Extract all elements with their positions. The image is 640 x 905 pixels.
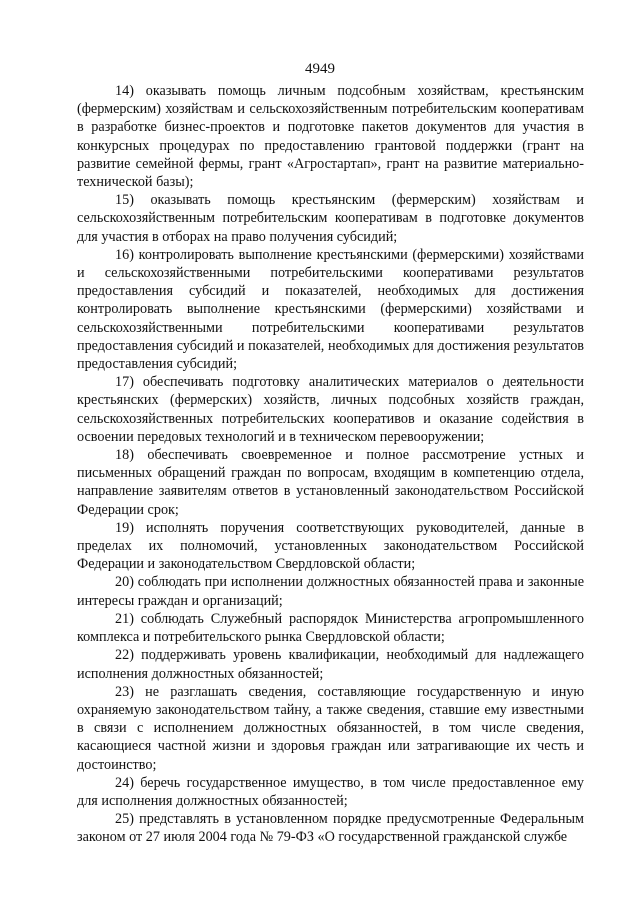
paragraph-21: 21) соблюдать Служебный распорядок Министерства агропромышленного комплекса и потребительского рынка Свердловской области; bbox=[77, 610, 584, 646]
paragraph-23: 23) не разглашать сведения, составляющие государственную и иную охраняемую законодательством тайну, а также сведения, ставшие ему известными в связи с исполнением должностных обязанностей, в том числе сведения, касающиеся частной жизни и здоровья граждан или затрагивающие их честь и достоинство; bbox=[77, 683, 584, 773]
paragraph-15: 15) оказывать помощь крестьянским (фермерским) хозяйствам и сельскохозяйственным потребительским кооперативам в подготовке документов для участия в отборах на право получения субсидий; bbox=[77, 192, 584, 245]
paragraph-24: 24) беречь государственное имущество, в том числе предоставленное ему для исполнения должностных обязанностей; bbox=[77, 774, 584, 809]
paragraph-16: 16) контролировать выполнение крестьянскими (фермерскими) хозяйствами и сельскохозяйственными потребительскими кооперативами результатов предоставления субсидий и показателей, необходимых для достижения контролировать выполнение крестьянскими (фермерскими) хозяйствами и сельскохозяйственными потребительскими кооперативами результатов предоставления субсидий и показателей, необходимых для достижения результатов предоставления субсидий; bbox=[77, 246, 584, 373]
page-number: 4949 bbox=[305, 61, 335, 77]
paragraph-25: 25) представлять в установленном порядке предусмотренные Федеральным законом от 27 июля 2004 года № 79-ФЗ «О государственной гражданской службе bbox=[77, 811, 584, 846]
paragraph-18: 18) обеспечивать своевременное и полное рассмотрение устных и письменных обращений граждан по вопросам, входящим в компетенцию отдела, направление заявителям ответов в установленный законодательством Российской Федерации срок; bbox=[77, 447, 584, 518]
paragraph-19: 19) исполнять поручения соответствующих руководителей, данные в пределах их полномочий, установленных законодательством Российской Федерации и законодательством Свердловской области; bbox=[77, 519, 584, 573]
document-body bbox=[77, 82, 584, 847]
paragraph-17: 17) обеспечивать подготовку аналитических материалов о деятельности крестьянских (фермерских) хозяйств, личных подсобных хозяйств граждан, сельскохозяйственных потребительских кооперативов и оказание содействия в освоении передовых технологий и в техническом перевооружении; bbox=[77, 374, 584, 445]
paragraph-14: 14) оказывать помощь личным подсобным хозяйствам, крестьянским (фермерским) хозяйствам и сельскохозяйственным потребительским кооперативам в разработке бизнес-проектов и подготовке пакетов документов для участия в конкурсных процедурах по предоставлению грантовой поддержки (грант на развитие семейной фермы, грант «Агростартап», грант на развитие материально-технической базы); bbox=[77, 83, 584, 191]
paragraph-22: 22) поддерживать уровень квалификации, необходимый для надлежащего исполнения должностных обязанностей; bbox=[77, 647, 584, 682]
paragraph-20: 20) соблюдать при исполнении должностных обязанностей права и законные интересы граждан и организаций; bbox=[77, 574, 584, 609]
